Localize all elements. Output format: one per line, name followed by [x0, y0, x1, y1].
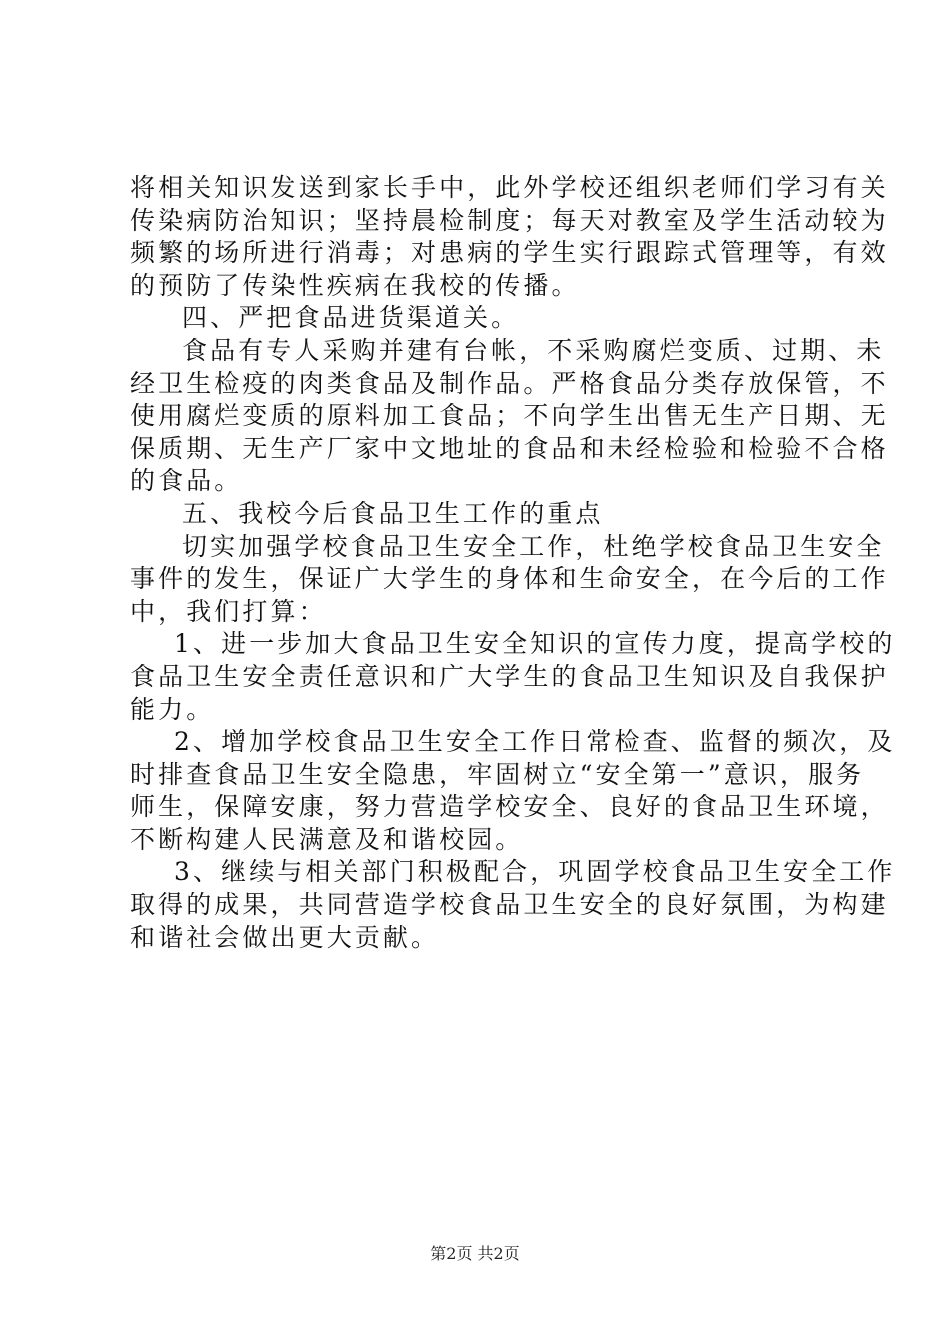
- text-line: 能力。: [130, 694, 215, 724]
- text-line: 使用腐烂变质的原料加工食品；不向学生出售无生产日期、无: [130, 401, 889, 431]
- text-line: 和谐社会做出更大贡献。: [130, 922, 440, 952]
- text-line: 时排查食品卫生安全隐患，牢固树立“安全第一”意识，服务: [130, 759, 865, 789]
- section-heading: 五、我校今后食品卫生工作的重点: [182, 498, 604, 528]
- text-line: 的食品。: [130, 466, 243, 496]
- text-line: 保质期、无生产厂家中文地址的食品和未经检验和检验不合格: [130, 433, 889, 463]
- text-line: 切实加强学校食品卫生安全工作，杜绝学校食品卫生安全: [182, 531, 885, 561]
- text-line: 传染病防治知识；坚持晨检制度；每天对教室及学生活动较为: [130, 205, 889, 235]
- text-line: 师生，保障安康，努力营造学校安全、良好的食品卫生环境，: [130, 792, 889, 822]
- list-item: 3、继续与相关部门积极配合，巩固学校食品卫生安全工作: [174, 857, 896, 887]
- text-line: 将相关知识发送到家长手中，此外学校还组织老师们学习有关: [130, 173, 889, 202]
- document-body: [130, 172, 896, 954]
- text-line: 的预防了传染性疾病在我校的传播。: [130, 270, 580, 300]
- text-line: 食品有专人采购并建有台帐，不采购腐烂变质、过期、未: [182, 335, 885, 365]
- text-line: 事件的发生，保证广大学生的身体和生命安全，在今后的工作: [130, 564, 889, 594]
- text-line: 不断构建人民满意及和谐校园。: [130, 824, 524, 854]
- section-heading: 四、严把食品进货渠道关。: [182, 303, 520, 333]
- page-footer: 第2页 共2页: [430, 1244, 520, 1263]
- text-line: 经卫生检疫的肉类食品及制作品。严格食品分类存放保管，不: [130, 368, 889, 398]
- list-item: 2、增加学校食品卫生安全工作日常检查、监督的频次，及: [174, 727, 896, 757]
- text-line: 中，我们打算：: [130, 596, 327, 626]
- text-line: 取得的成果，共同营造学校食品卫生安全的良好氛围，为构建: [130, 890, 889, 920]
- text-line: 频繁的场所进行消毒；对患病的学生实行跟踪式管理等，有效: [130, 238, 889, 268]
- text-line: 食品卫生安全责任意识和广大学生的食品卫生知识及自我保护: [130, 661, 889, 691]
- list-item: 1、进一步加大食品卫生安全知识的宣传力度，提高学校的: [174, 629, 896, 659]
